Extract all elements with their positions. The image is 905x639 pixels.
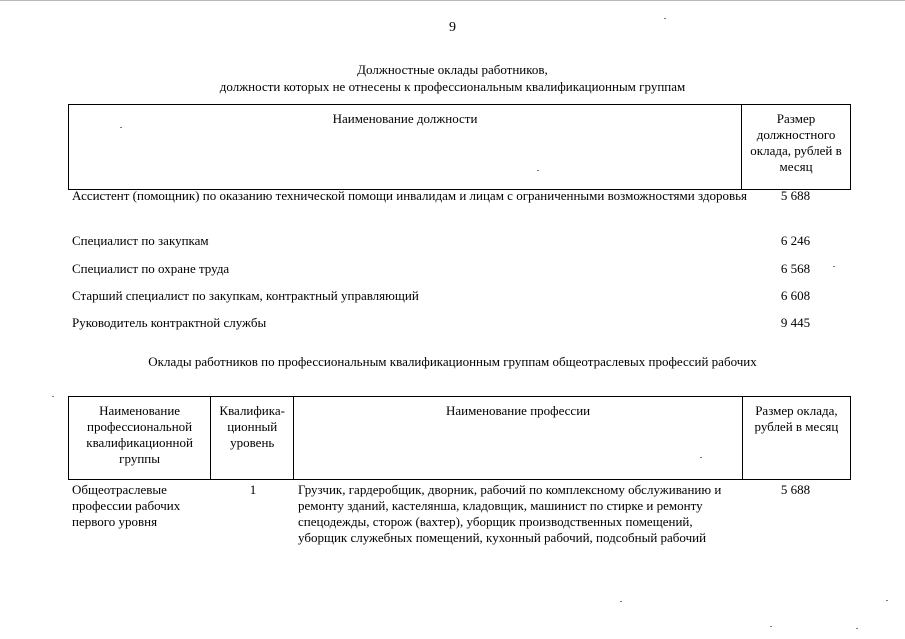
scan-speck [620,601,622,602]
position-row-value: 6 568 [780,261,811,276]
position-row-value: 6 246 [780,233,811,248]
profession-list: Грузчик, гардеробщик, дворник, рабочий по комплексному обслуживанию и ремонту зданий, кастелянша, кладовщик, машинист по стирке и ремонту спецодежды, сторож (вахтер), уборщик производственных помещений, уборщик служебных помещений, кухонный рабочий, подсобный рабочий [298,482,722,545]
scan-speck [664,18,666,19]
position-row-name: Руководитель контрактной службы [72,315,267,330]
scan-speck [52,396,54,397]
header-position-name: Наименование должности [69,105,742,190]
position-row-name: Старший специалист по закупкам, контрактный управляющий [72,288,419,303]
group-name: Общеотраслевые профессии рабочих первого уровня [72,482,181,529]
qualification-level: 1 [249,482,257,497]
top-edge-line [0,0,905,1]
section1-title-line2: должности которых не отнесены к профессиональным квалификационным группам [219,79,686,94]
section1-title-line1: Должностные оклады работников, [357,62,548,77]
position-row-name: Ассистент (помощник) по оказанию технической помощи инвалидам и лицам с ограниченными возможностями здоровья [72,188,748,203]
positions-table-header [68,104,851,190]
position-row-name: Специалист по закупкам [72,233,209,248]
header-group-name: Наименование профессиональной квалификационной группы [69,397,211,480]
position-row-name: Специалист по охране труда [72,261,230,276]
scan-speck [537,170,539,171]
section2-title: Оклады работников по профессиональным квалификационным группам общеотраслевых профессий рабочих [148,354,757,369]
scan-speck [833,266,835,267]
position-row-value: 9 445 [780,315,811,330]
scan-speck [770,626,772,627]
scan-speck [886,600,888,601]
scan-speck [856,628,858,629]
salary-size: 5 688 [780,482,811,497]
header-salary-size: Размер оклада, рублей в месяц [742,397,850,480]
position-row-value: 5 688 [780,188,811,203]
page-number: 9 [449,20,456,35]
header-profession-name: Наименование профессии [294,397,743,480]
scan-speck [700,457,702,458]
header-salary-size: Размер должностного оклада, рублей в месяц [742,105,851,190]
scan-speck [120,127,122,128]
qualification-table-header [68,396,851,480]
position-row-value: 6 608 [780,288,811,303]
header-qualification-level: Квалифика-ционный уровень [211,397,294,480]
